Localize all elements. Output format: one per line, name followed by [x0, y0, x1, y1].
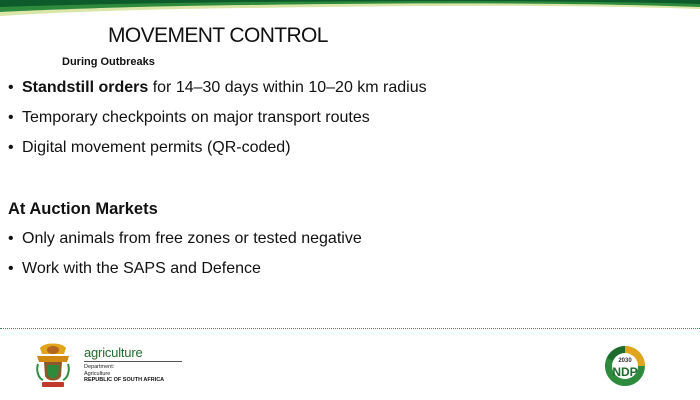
slide-title: MOVEMENT CONTROL [108, 24, 328, 47]
bullet-text: Temporary checkpoints on major transport routes [22, 109, 370, 126]
section-heading-auction-markets: At Auction Markets [8, 200, 158, 218]
dept-logo-country: REPUBLIC OF SOUTH AFRICA [84, 377, 165, 383]
bullet-item [8, 108, 427, 128]
bullet-text: Work with the SAPS and Defence [22, 260, 261, 277]
bullet-item [8, 78, 427, 98]
dept-logo-line2: Agriculture [84, 370, 111, 377]
dept-logo-line1: Department: [84, 364, 115, 370]
outbreak-bullet-list [8, 78, 427, 168]
bullet-text: Digital movement permits (QR-coded) [22, 139, 291, 156]
department-logo [84, 346, 182, 384]
bullet-bold-text: Standstill orders [22, 79, 149, 96]
bullet-marker: • [8, 230, 14, 247]
auction-bullet-list [8, 229, 362, 289]
bullet-marker: • [8, 260, 14, 277]
bullet-item [8, 138, 427, 158]
footer-divider [0, 328, 700, 329]
bullet-text: Only animals from free zones or tested negative [22, 230, 362, 247]
bullet-marker: • [8, 139, 14, 156]
bullet-item [8, 259, 362, 279]
bullet-item [8, 229, 362, 249]
bullet-marker: • [8, 79, 14, 96]
dept-logo-rule [84, 361, 182, 362]
coat-of-arms-icon [34, 340, 72, 390]
subheading-during-outbreaks: During Outbreaks [62, 56, 155, 68]
bullet-marker: • [8, 109, 14, 126]
ndp-year: 2030 [618, 358, 632, 364]
ndp-text: NDP [612, 365, 638, 379]
bullet-text: for 14–30 days within 10–20 km radius [148, 79, 427, 96]
dept-logo-wordmark: agriculture [84, 345, 143, 360]
top-banner-decoration [0, 0, 700, 22]
ndp-2030-logo-icon [603, 344, 647, 388]
